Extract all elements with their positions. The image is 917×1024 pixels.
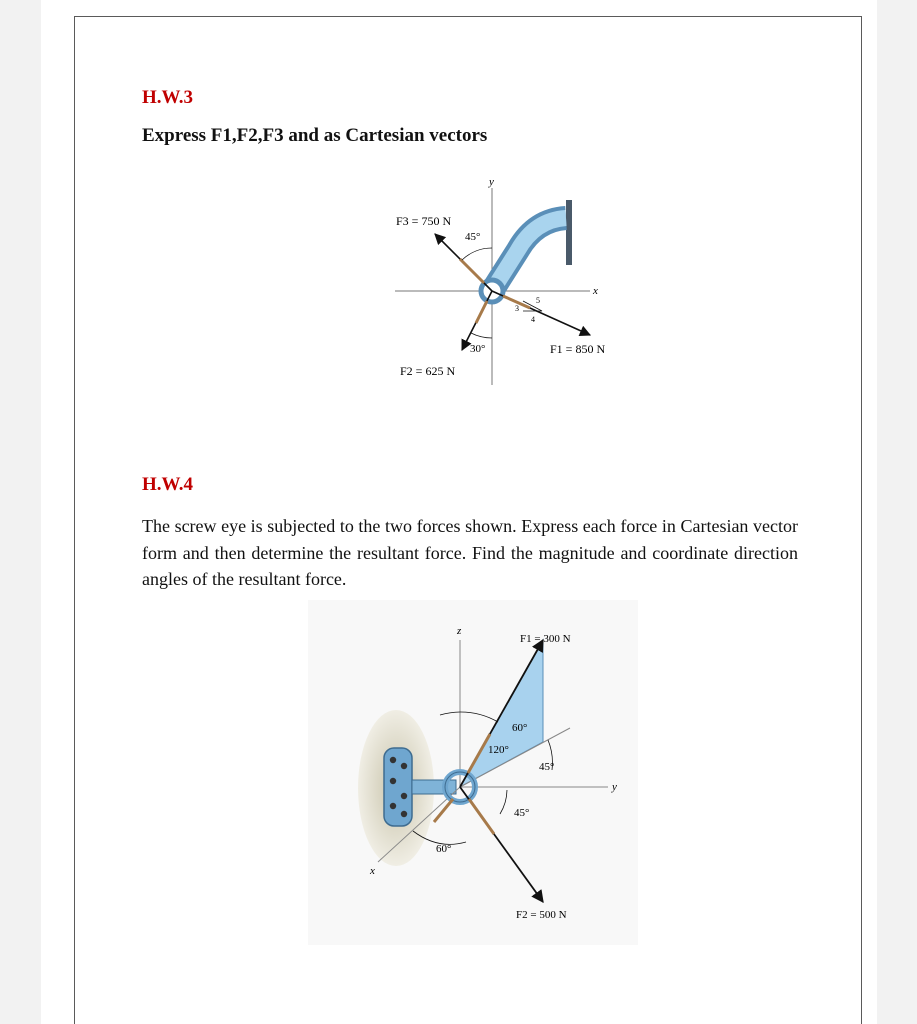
mount-plate (384, 748, 412, 826)
hw4-figure (308, 600, 638, 945)
hw3-figure (390, 170, 640, 385)
axis-y-label: y (612, 781, 617, 793)
slope-4: 4 (531, 315, 535, 324)
angle-60-bottom: 60° (436, 843, 452, 855)
f2-label: F2 = 625 N (400, 364, 456, 378)
axis-y-label: y (489, 176, 494, 188)
f3-rope (460, 259, 484, 283)
f1-label: F1 = 850 N (550, 342, 606, 356)
axis-x-label: x (593, 285, 598, 297)
bolt (390, 803, 396, 809)
hw4-title: H.W.4 (142, 474, 194, 495)
axis-z-label: z (457, 625, 462, 637)
wall-plate (566, 200, 572, 265)
f1-label: F1 = 300 N (520, 633, 571, 645)
hw3-instruction: Express F1,F2,F3 and as Cartesian vectors (142, 125, 488, 146)
bolt (401, 811, 407, 817)
axis-x-label: x (370, 865, 375, 877)
hw4-problem: The screw eye is subjected to the two forces shown. Express each force in Cartesian vector form and then determine the resultant force. Find the magnitude and coordinate direction angles of the resultant force. (142, 516, 798, 589)
slope-5: 5 (536, 296, 540, 305)
bolt (401, 793, 407, 799)
angle-45-right: 45° (539, 761, 555, 773)
f2-rope (476, 301, 487, 323)
bolt (401, 763, 407, 769)
hw3-title: H.W.3 (142, 87, 194, 108)
angle-60-top: 60° (512, 722, 528, 734)
f2-angle-arc (471, 333, 492, 338)
screw-shaft (412, 780, 456, 794)
f3-angle-arc (462, 248, 492, 260)
bolt (390, 778, 396, 784)
f3-label: F3 = 750 N (396, 214, 452, 228)
bolt (390, 757, 396, 763)
f2-label: F2 = 500 N (516, 909, 567, 921)
f3-angle: 45° (465, 231, 481, 243)
angle-45-low: 45° (514, 807, 530, 819)
angle-120: 120° (488, 744, 509, 756)
slope-3: 3 (515, 304, 519, 313)
f2-angle: 30° (470, 343, 486, 355)
